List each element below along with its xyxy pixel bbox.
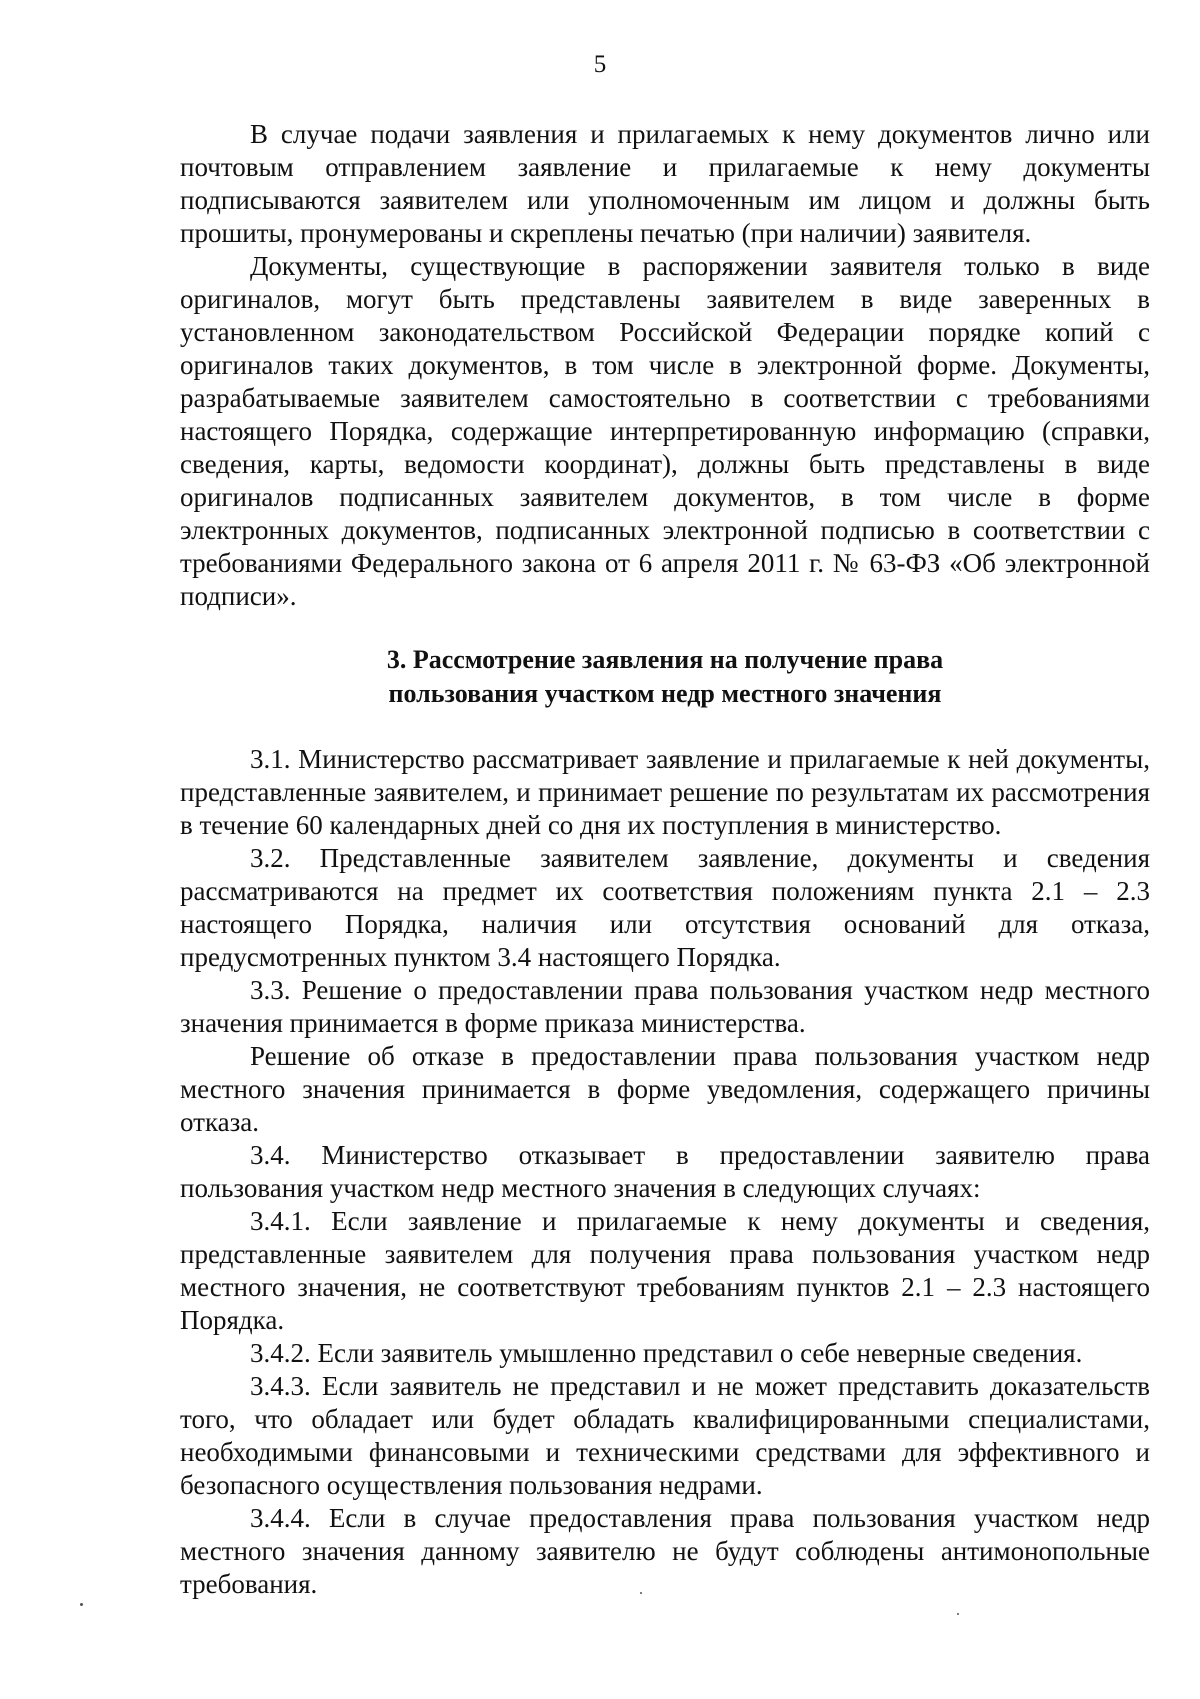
section-heading-line-1: 3. Рассмотрение заявления на получение права: [386, 645, 944, 674]
scan-speck: [957, 1613, 959, 1615]
paragraph-document-copies: Документы, существующие в распоряжении заявителя только в виде оригиналов, могут быть представлены заявителем в виде заверенных в установленном законодательством Российской Федерации порядке копий с оригиналов таких документов, в том числе в электронной форме. Документы, разрабатываемые заявителем самостоятельно в соответствии с требованиями настоящего Порядка, содержащие интерпретированную информацию (справки, сведения, карты, ведомости координат), должны быть представлены в виде оригиналов подписанных заявителем документов, в том числе в форме электронных документов, подписанных электронной подписью в соответствии с требованиями Федерального закона от 6 апреля 2011 г. № 63-ФЗ «Об электронной подписи».: [180, 251, 1150, 611]
paragraph-3-4-4: 3.4.4. Если в случае предоставления права пользования участком недр местного значения данному заявителю не будут соблюдены антимонопольные требования.: [180, 1503, 1150, 1599]
scan-speck: [640, 1592, 642, 1594]
scan-speck: [80, 1603, 83, 1606]
paragraph-3-3: 3.3. Решение о предоставлении права пользования участком недр местного значения принимается в форме приказа министерства.: [180, 975, 1150, 1038]
paragraph-submission-signature: В случае подачи заявления и прилагаемых к нему документов лично или почтовым отправлением заявление и прилагаемые к нему документы подписываются заявителем или уполномоченным им лицом и должны быть прошиты, пронумерованы и скреплены печатью (при наличии) заявителя.: [180, 119, 1150, 248]
section-heading-line-2: пользования участком недр местного значения: [388, 679, 942, 708]
paragraph-3-1: 3.1. Министерство рассматривает заявление и прилагаемые к ней документы, представленные заявителем, и принимает решение по результатам их рассмотрения в течение 60 календарных дней со дня их поступления в министерство.: [180, 744, 1150, 840]
document-body: [180, 118, 1150, 1601]
paragraph-refusal-notice: Решение об отказе в предоставлении права пользования участком недр местного значения принимается в форме уведомления, содержащего причины отказа.: [180, 1041, 1150, 1137]
paragraph-3-4-1: 3.4.1. Если заявление и прилагаемые к нему документы и сведения, представленные заявителем для получения права пользования участком недр местного значения, не соответствуют требованиям пунктов 2.1 – 2.3 настоящего Порядка.: [180, 1206, 1150, 1335]
paragraph-3-4-3: 3.4.3. Если заявитель не представил и не может представить доказательств того, что обладает или будет обладать квалифицированными специалистами, необходимыми финансовыми и техническими средствами для эффективного и безопасного осуществления пользования недрами.: [180, 1371, 1150, 1500]
section-heading: [180, 643, 1150, 711]
paragraph-3-4-2: 3.4.2. Если заявитель умышленно представил о себе неверные сведения.: [250, 1338, 1083, 1368]
page-number: 5: [593, 51, 607, 78]
paragraph-3-4: 3.4. Министерство отказывает в предоставлении заявителю права пользования участком недр местного значения в следующих случаях:: [180, 1140, 1150, 1203]
paragraph-3-2: 3.2. Представленные заявителем заявление, документы и сведения рассматриваются на предмет их соответствия положениям пункта 2.1 – 2.3 настоящего Порядка, наличия или отсутствия оснований для отказа, предусмотренных пунктом 3.4 настоящего Порядка.: [180, 843, 1150, 972]
